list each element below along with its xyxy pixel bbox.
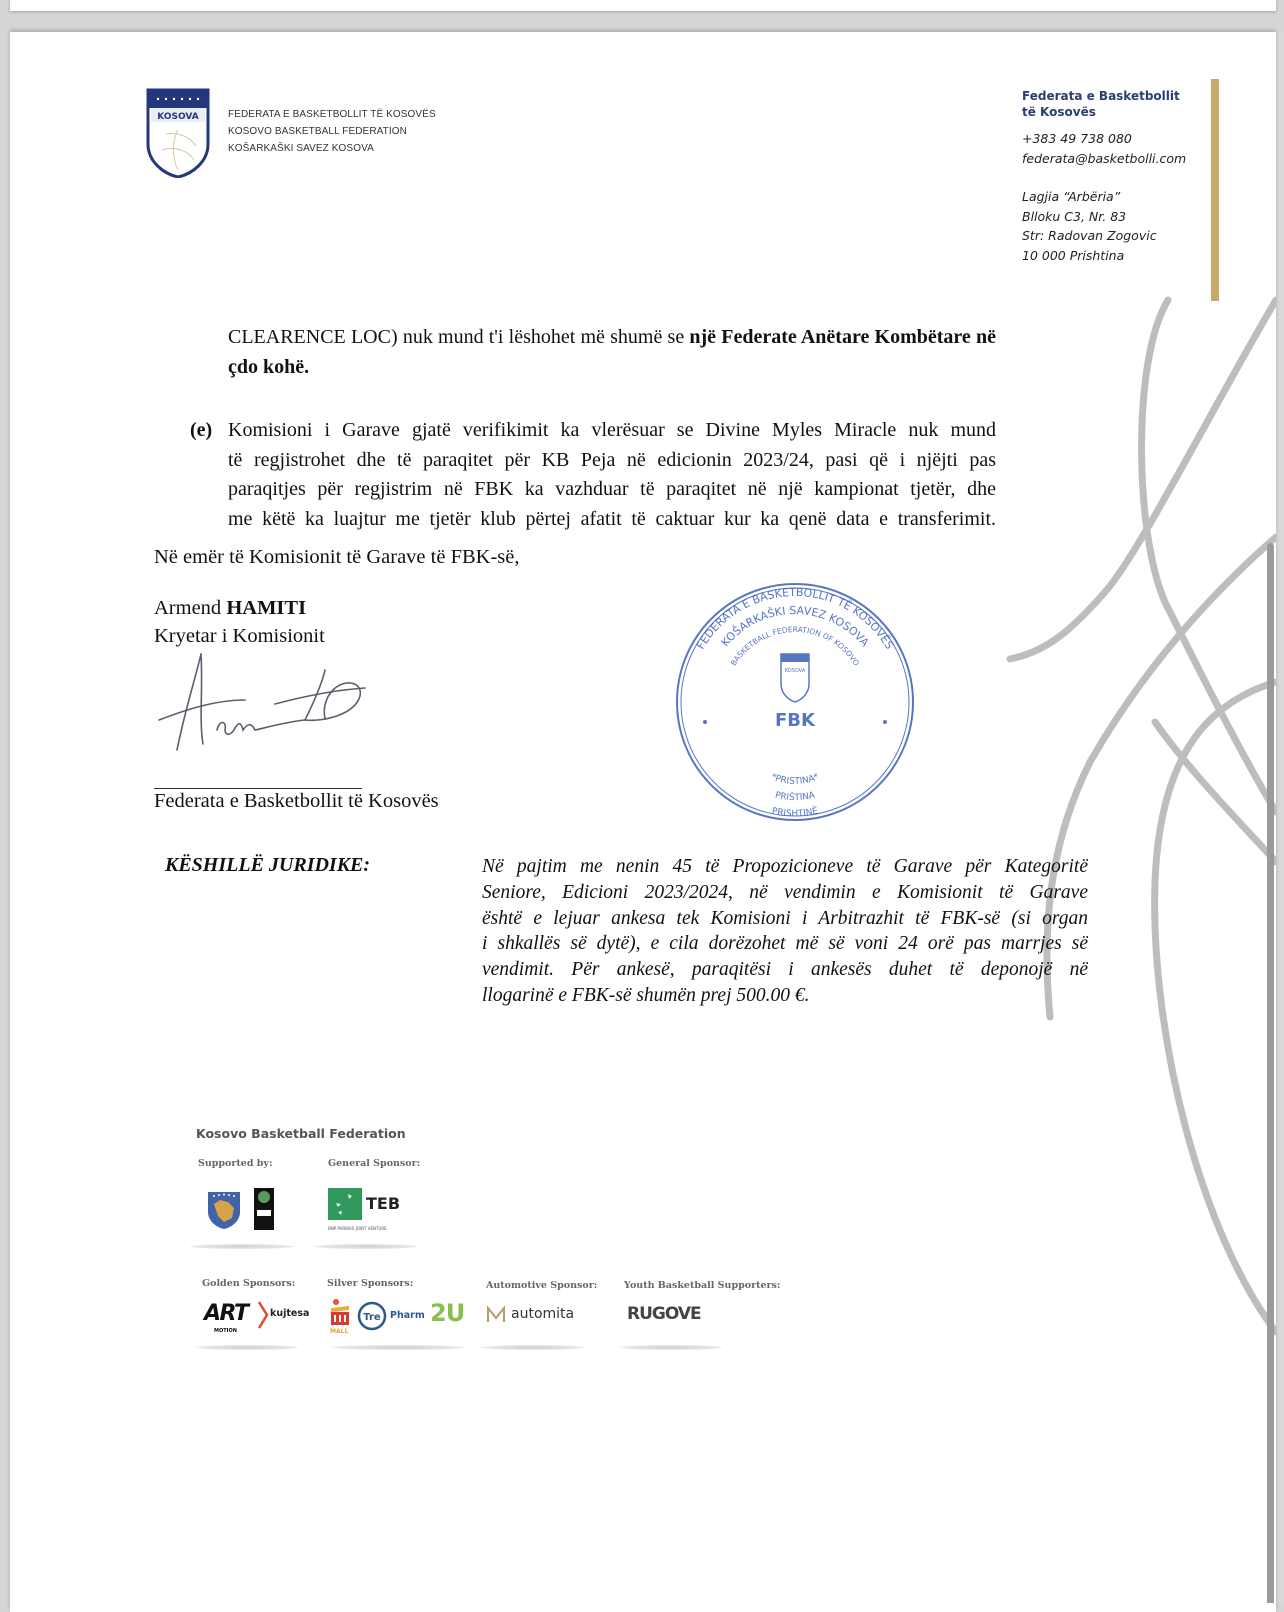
general-sponsor-label: General Sponsor: bbox=[328, 1158, 421, 1169]
signature-line bbox=[154, 788, 362, 789]
stamp-shield-text: KOSOVA bbox=[784, 668, 806, 674]
paragraph-line: me këtë ka luajtur me tjetër klub përtej afatit të caktuar kur ka qenë data e transferimit. bbox=[228, 507, 996, 530]
handwritten-signature bbox=[155, 650, 385, 760]
org-name-albanian: FEDERATA E BASKETBOLLIT TË KOSOVËS bbox=[228, 109, 436, 120]
automita-logo-icon bbox=[486, 1306, 506, 1324]
art-motion-subtitle: MOTION bbox=[214, 1328, 237, 1334]
stamp-city-line: *PRISTINA* bbox=[769, 772, 821, 787]
official-stamp bbox=[675, 582, 915, 822]
address-line: Blloku C3, Nr. 83 bbox=[1022, 208, 1127, 224]
albi-mall-text: MALL bbox=[330, 1328, 349, 1335]
legal-line: i shkallës së dytë), e cila dorëzohet më së voni 24 orë pas marrjes së bbox=[482, 933, 1088, 955]
contact-org-line2: të Kosovës bbox=[1022, 105, 1096, 119]
golden-sponsors-label: Golden Sponsors: bbox=[202, 1278, 296, 1289]
art-motion-logo: ART bbox=[204, 1301, 248, 1326]
address-line: Lagjia “Arbëria” bbox=[1022, 189, 1121, 204]
teb-bnp-logo-icon bbox=[328, 1188, 362, 1220]
stamp-city-line: PRIŠTINA bbox=[773, 790, 817, 804]
contact-org-line1: Federata e Basketbollit bbox=[1022, 89, 1180, 103]
closing-line: Në emër të Komisionit të Garave të FBK-së, bbox=[154, 546, 520, 568]
legal-line: Seniore, Edicioni 2023/2024, në vendimin e Komisionit të Garave bbox=[482, 881, 1088, 903]
stamp-center-text: FBK bbox=[775, 710, 815, 731]
trepharm-logo-icon bbox=[356, 1300, 388, 1332]
deco-curve-5 bbox=[1155, 722, 1276, 862]
kosova-federation-logo bbox=[146, 88, 210, 178]
deco-curve-1 bbox=[1142, 300, 1276, 812]
trepharm-logo: Pharm bbox=[390, 1310, 425, 1321]
paragraph-e bbox=[190, 416, 996, 534]
kujtesa-logo: kujtesa bbox=[270, 1308, 310, 1319]
logo-text: KOSOVA bbox=[157, 112, 199, 122]
org-name-english: KOSOVO BASKETBALL FEDERATION bbox=[228, 126, 407, 137]
rugove-logo: RUGOVE bbox=[627, 1304, 701, 1324]
header-accent-bar bbox=[1211, 79, 1219, 301]
basketball-lines-decoration bbox=[10, 32, 1276, 1612]
svg-text:*PRISTINA* bbox=[770, 772, 821, 787]
signer-block bbox=[154, 594, 325, 650]
trepharm-prefix: Tre bbox=[363, 1312, 381, 1323]
paragraph-line: Komisioni i Garave gjatë verifikimit ka vlerësuar se Divine Myles Miracle nuk mund bbox=[228, 419, 996, 441]
stamp-outer-text: FEDERATA E BASKETBOLLIT TË KOSOVËS bbox=[694, 585, 896, 652]
p1-text: CLEARENCE LOC) nuk mund t'i lëshohet më shumë se bbox=[228, 326, 690, 348]
legal-line: Në pajtim me nenin 45 të Propozicioneve të Garave për Kategoritë bbox=[482, 856, 1088, 877]
supported-by-label: Supported by: bbox=[198, 1158, 273, 1169]
youth-supporters-label: Youth Basketball Supporters: bbox=[624, 1280, 781, 1291]
deco-curve-2 bbox=[1010, 300, 1276, 659]
paragraph-d-continuation bbox=[228, 322, 996, 382]
silver-sponsors-label: Silver Sponsors: bbox=[327, 1278, 414, 1289]
organization-names bbox=[228, 106, 436, 157]
automita-logo: automita bbox=[511, 1306, 575, 1322]
federation-name: Federata e Basketbollit të Kosovës bbox=[154, 790, 439, 812]
signer-last-name: HAMITI bbox=[226, 597, 307, 619]
document-page bbox=[10, 32, 1276, 1612]
2u-logo: 2U bbox=[430, 1299, 465, 1327]
divider-shadow bbox=[482, 1345, 584, 1350]
kosovo-government-logo bbox=[206, 1188, 242, 1230]
scrollbar-track[interactable] bbox=[1276, 32, 1284, 1603]
fiba-europe-logo bbox=[254, 1188, 274, 1230]
paragraph-line: paraqitjes për regjistrim në FBK ka vazhduar të paraqitet në një kampionat tjetër, dhe bbox=[228, 478, 996, 500]
divider-shadow bbox=[620, 1345, 722, 1350]
p1-bold-text: një Federate Anëtare Kombëtare në çdo kohë. bbox=[228, 326, 996, 378]
svg-text:PRIŠTINA bbox=[774, 790, 817, 803]
divider-shadow bbox=[196, 1345, 298, 1350]
paragraph-marker: (e) bbox=[190, 419, 213, 441]
stamp-city-line: PRISHTINË bbox=[770, 806, 820, 820]
paragraph-line: të regjistrohet dhe të paraqitet për KB Peja në edicionin 2023/24, pasi që i njëjti pas bbox=[228, 448, 996, 471]
previous-page-edge bbox=[10, 0, 1276, 11]
legal-line: vendimit. Për ankesë, paraqitësi i ankesës duhet të deponojë në bbox=[482, 959, 1088, 981]
legal-advice-text bbox=[482, 854, 1088, 1009]
kujtesa-play-icon bbox=[257, 1300, 269, 1330]
albi-mall-logo-icon bbox=[330, 1298, 350, 1326]
scrollbar-thumb[interactable] bbox=[1267, 543, 1274, 1603]
contact-org bbox=[1022, 88, 1186, 120]
legal-line: është e lejuar ankesa tek Komisioni i Arbitrazhit të FBK-së (si organ bbox=[482, 907, 1088, 929]
sponsors-title: Kosovo Basketball Federation bbox=[196, 1126, 406, 1141]
automotive-sponsor-label: Automotive Sponsor: bbox=[486, 1280, 598, 1291]
teb-logo-subtitle: BNP PARIBAS JOINT VENTURE bbox=[328, 1226, 387, 1231]
contact-phone: +383 49 738 080 bbox=[1022, 131, 1132, 146]
stamp-middle-text: KOŠARKAŠKI SAVEZ KOSOVA bbox=[718, 603, 872, 650]
stamp-inner-text: BASKETBALL FEDERATION OF KOSOVO bbox=[728, 625, 862, 668]
address-line: Str: Radovan Zogovic bbox=[1022, 228, 1157, 243]
org-name-serbian: KOŠARKAŠKI SAVEZ KOSOVA bbox=[228, 143, 374, 154]
deco-curve-4 bbox=[1155, 682, 1276, 1332]
divider-shadow bbox=[190, 1244, 294, 1249]
teb-logo-text: TEB bbox=[366, 1194, 401, 1213]
contact-block bbox=[1022, 88, 1186, 265]
divider-shadow bbox=[315, 1244, 417, 1249]
svg-text:PRISHTINË bbox=[771, 805, 820, 819]
divider-shadow bbox=[332, 1345, 464, 1350]
legal-advice-label: KËSHILLË JURIDIKE: bbox=[165, 854, 371, 876]
contact-email: federata@basketbolli.com bbox=[1022, 150, 1187, 166]
signer-title: Kryetar i Komisionit bbox=[154, 625, 325, 647]
address-line: 10 000 Prishtina bbox=[1022, 247, 1125, 263]
legal-line: llogarinë e FBK-së shumën prej 500.00 €. bbox=[482, 984, 810, 1006]
signer-first-name: Armend bbox=[154, 597, 227, 619]
